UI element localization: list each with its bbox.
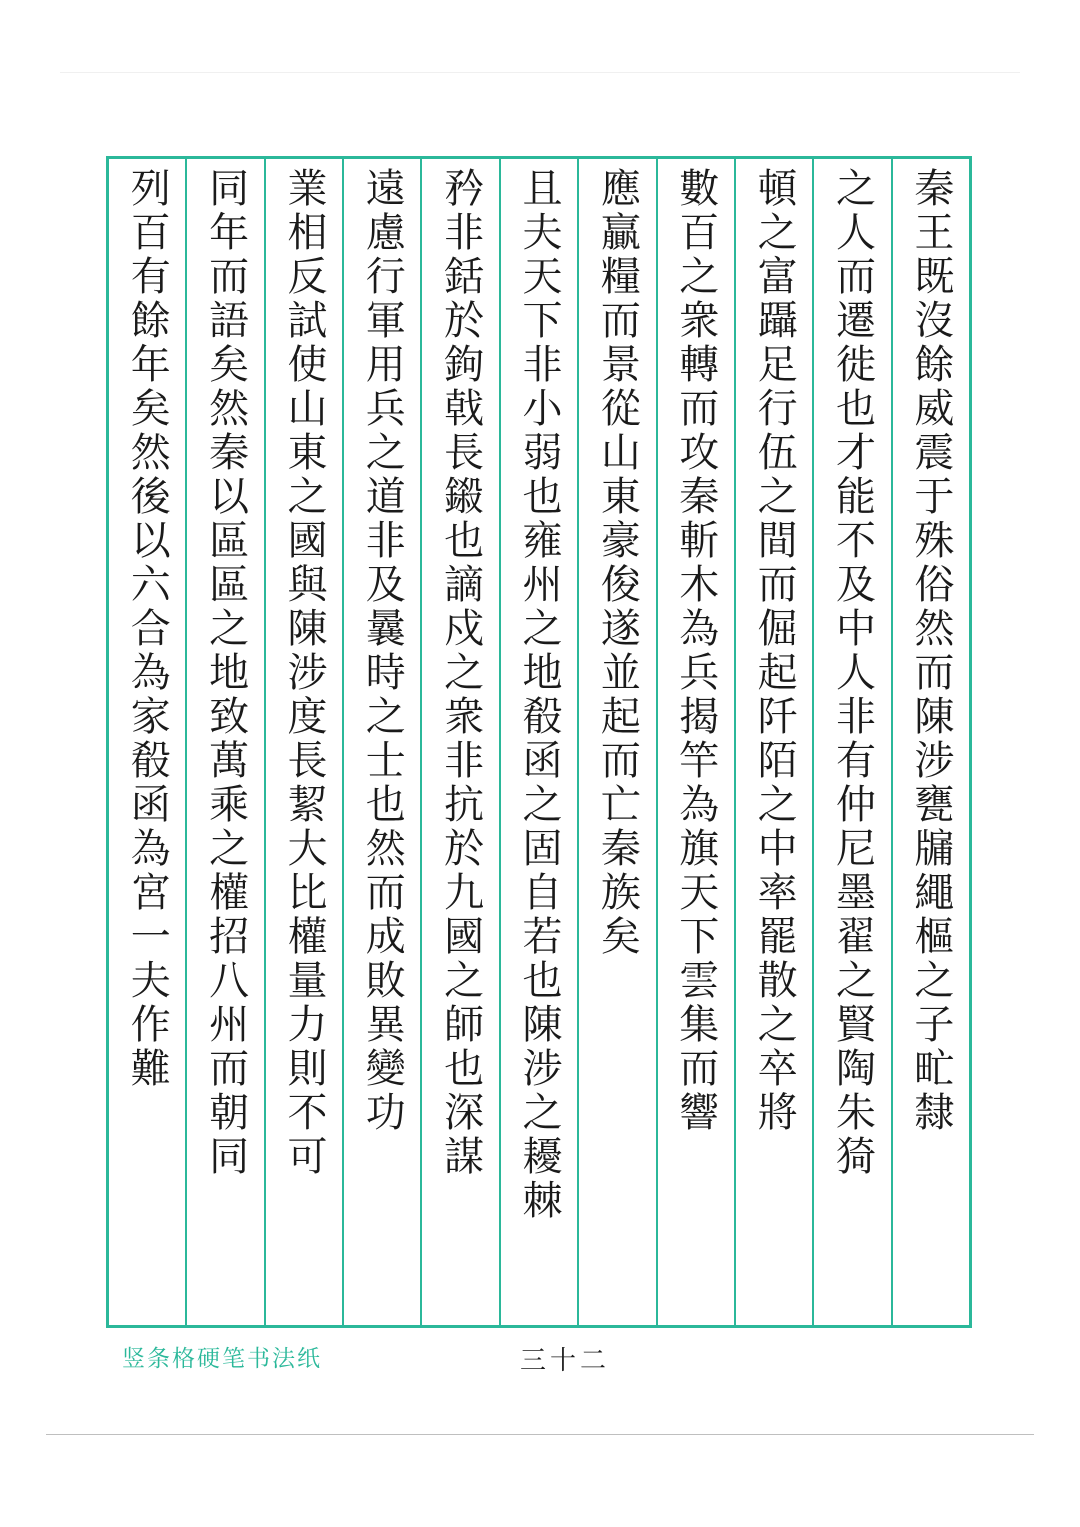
grid-column-11 xyxy=(109,159,185,1325)
grid-column-1 xyxy=(891,159,969,1325)
column-text-7: 矜非銛於鉤戟長鎩也謫戍之衆非抗於九國之師也深謀 xyxy=(437,167,484,1179)
column-text-9: 業相反試使山東之國與陳涉度長絜大比權量力則不可 xyxy=(280,167,327,1179)
vertical-grid-sheet xyxy=(106,156,972,1328)
grid-column-2 xyxy=(812,159,890,1325)
grid-column-3 xyxy=(734,159,812,1325)
grid-column-10 xyxy=(185,159,263,1325)
column-text-4: 數百之衆轉而攻秦斬木為兵揭竿為旗天下雲集而響 xyxy=(672,167,719,1135)
column-text-5: 應贏糧而景從山東豪俊遂並起而亡秦族矣 xyxy=(594,167,641,959)
footer-rule xyxy=(46,1434,1034,1435)
column-text-11: 列百有餘年矣然後以六合為家殽函為宮一夫作難 xyxy=(124,167,171,1091)
grid-column-5 xyxy=(577,159,655,1325)
grid-column-8 xyxy=(342,159,420,1325)
grid-column-9 xyxy=(264,159,342,1325)
paper-type-label: 竖条格硬笔书法纸 xyxy=(122,1346,322,1372)
page-number: 三十二 xyxy=(520,1346,611,1376)
grid-column-7 xyxy=(420,159,498,1325)
column-text-6: 且夫天下非小弱也雍州之地殽函之固自若也陳涉之耰棘 xyxy=(516,167,563,1223)
column-text-10: 同年而語矣然秦以區區之地致萬乘之權招八州而朝同 xyxy=(202,167,249,1179)
column-text-1: 秦王既沒餘威震于殊俗然而陳涉甕牖繩樞之子甿隸 xyxy=(907,167,954,1135)
column-text-8: 遠慮行軍用兵之道非及曩時之士也然而成敗異變功 xyxy=(359,167,406,1135)
grid-column-4 xyxy=(656,159,734,1325)
column-text-2: 之人而遷徙也才能不及中人非有仲尼墨翟之賢陶朱猗 xyxy=(829,167,876,1179)
grid-column-6 xyxy=(499,159,577,1325)
top-faint-rule xyxy=(60,72,1020,73)
column-text-3: 頓之富躡足行伍之間而倔起阡陌之中率罷散之卒將 xyxy=(751,167,798,1135)
